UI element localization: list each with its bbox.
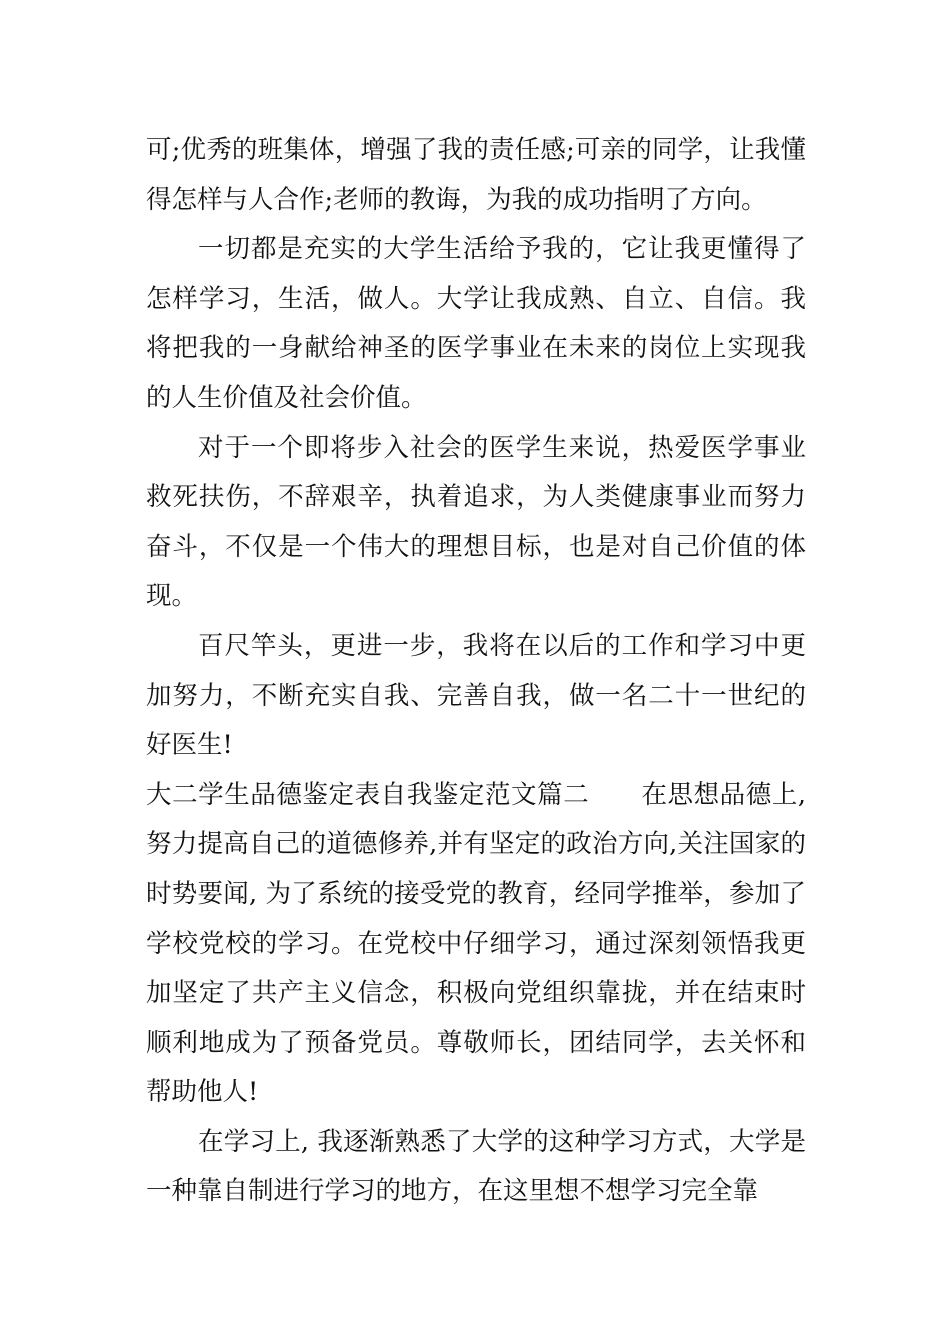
paragraph-2: 一切都是充实的大学生活给予我的，它让我更懂得了怎样学习，生活，做人。大学让我成熟、自立、自信。我将把我的一身献给神圣的医学事业在未来的岗位上实现我的人生价值及社会价值。 [146,234,806,413]
paragraph-1: 可;优秀的班集体，增强了我的责任感;可亲的同学，让我懂得怎样与人合作;老师的教诲，为我的成功指明了方向。 [146,135,806,215]
paragraph-6: 在学习上, 我逐渐熟悉了大学的这种学习方式，大学是一种靠自制进行学习的地方，在这里想不想学习完全靠 [146,1126,806,1207]
section-heading-paragraph: 大二学生品德鉴定表自我鉴定范文篇二 在思想品德上,努力提高自己的道德修养,并有坚定的政治方向,关注国家的时势要闻, 为了系统的接受党的教育，经同学推举，参加了学校党校的学习。在党校中仔细学习，通过深刻领悟我更加坚定了共产主义信念，积极向党组织靠拢，并在结束时顺利地成为了预备党员。尊敬师长，团结同学，去关怀和帮助他人! [146,779,806,1108]
paragraph-3: 对于一个即将步入社会的医学生来说，热爱医学事业救死扶伤，不辞艰辛，执着追求，为人类健康事业而努力奋斗，不仅是一个伟大的理想目标，也是对自己价值的体现。 [146,432,806,612]
paragraph-4: 百尺竿头，更进一步，我将在以后的工作和学习中更加努力，不断充实自我、完善自我，做一名二十一世纪的好医生! [146,630,806,761]
document-body [146,126,806,1217]
